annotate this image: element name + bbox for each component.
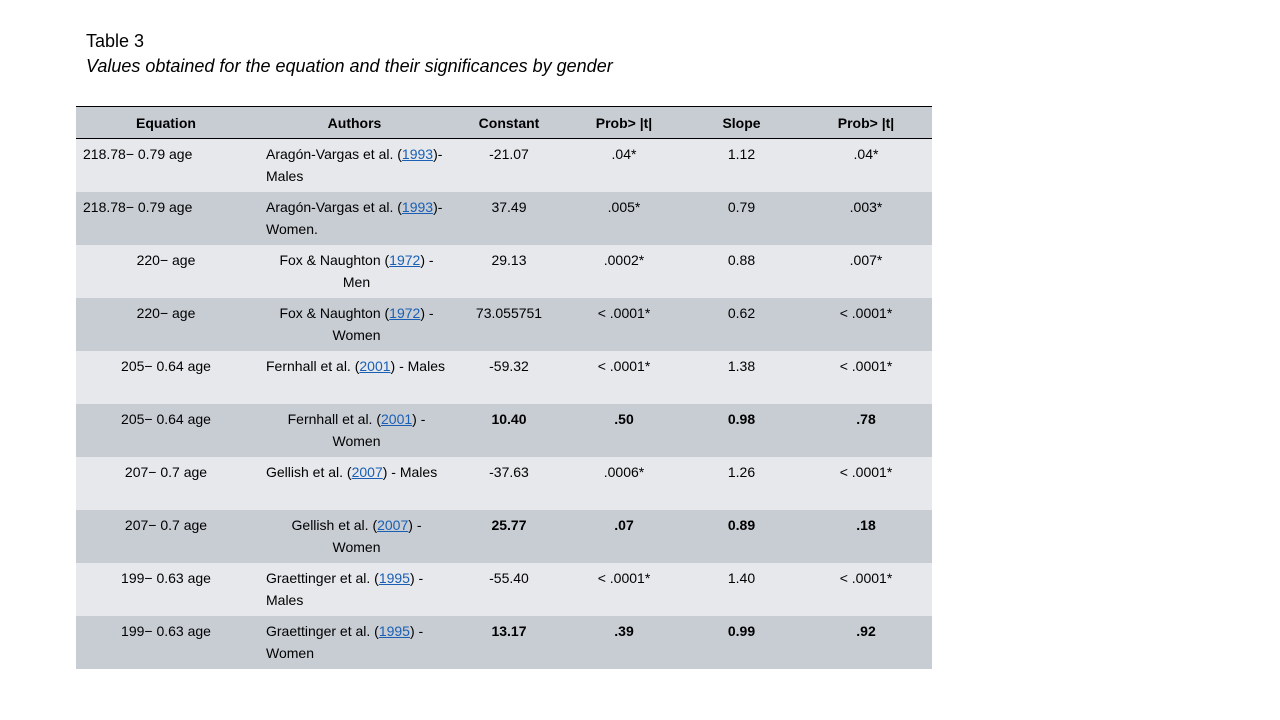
- column-header-authors: Authors: [256, 107, 453, 139]
- cell-constant: -55.40: [453, 563, 565, 616]
- reference-year-link[interactable]: 1993: [401, 198, 434, 215]
- column-header-constant: Constant: [453, 107, 565, 139]
- table-row: [76, 351, 932, 404]
- table-row: [76, 404, 932, 457]
- cell-equation: 218.78− 0.79 age: [76, 139, 256, 192]
- column-header-prob-slope: Prob> |t|: [800, 107, 932, 139]
- author-suffix: ) -Men: [342, 251, 434, 290]
- cell-authors: [256, 351, 453, 404]
- cell-prob-constant: .005*: [565, 192, 683, 245]
- table-header-row: [76, 107, 932, 139]
- table-title: Values obtained for the equation and their significances by gender: [86, 56, 613, 76]
- author-text: Aragón-Vargas et al. (: [266, 146, 402, 162]
- cell-prob-slope: .18: [800, 510, 932, 563]
- table-row: [76, 457, 932, 510]
- cell-prob-constant: < .0001*: [565, 351, 683, 404]
- reference-year-link[interactable]: 2007: [377, 516, 409, 533]
- table-row: [76, 139, 932, 192]
- author-suffix: ) - Women: [332, 410, 426, 449]
- author-text: Fox & Naughton (: [279, 304, 390, 321]
- author-text: Fernhall et al. (: [266, 357, 360, 374]
- reference-year-link[interactable]: 1972: [389, 304, 421, 321]
- cell-constant: 13.17: [453, 616, 565, 669]
- author-text: Fernhall et al. (: [287, 410, 381, 427]
- cell-slope: 0.62: [683, 298, 800, 351]
- cell-prob-constant: < .0001*: [565, 298, 683, 351]
- cell-constant: 29.13: [453, 245, 565, 298]
- cell-prob-constant: .50: [565, 404, 683, 457]
- cell-authors: [256, 563, 453, 616]
- author-suffix: ) -Women: [332, 304, 434, 343]
- cell-authors: [256, 139, 453, 192]
- cell-prob-slope: .92: [800, 616, 932, 669]
- author-suffix: ) - Males: [266, 569, 424, 608]
- table-body: [76, 139, 932, 669]
- cell-prob-constant: .39: [565, 616, 683, 669]
- cell-slope: 1.12: [683, 139, 800, 192]
- cell-slope: 0.99: [683, 616, 800, 669]
- cell-prob-constant: .0002*: [565, 245, 683, 298]
- author-suffix: ) - Women: [266, 622, 424, 661]
- cell-prob-slope: < .0001*: [800, 457, 932, 510]
- cell-slope: 1.40: [683, 563, 800, 616]
- author-text: Graettinger et al. (: [266, 622, 379, 639]
- author-suffix: ) - Males: [390, 357, 445, 374]
- cell-prob-constant: .04*: [565, 139, 683, 192]
- cell-equation: 205− 0.64 age: [76, 404, 256, 457]
- reference-year-link[interactable]: 2001: [381, 410, 413, 427]
- cell-slope: 0.89: [683, 510, 800, 563]
- cell-equation: 207− 0.7 age: [76, 457, 256, 510]
- cell-constant: 37.49: [453, 192, 565, 245]
- reference-year-link[interactable]: 1972: [389, 251, 421, 268]
- cell-equation: 220− age: [76, 298, 256, 351]
- author-text: Gellish et al. (: [266, 463, 352, 480]
- cell-equation: 218.78− 0.79 age: [76, 192, 256, 245]
- cell-prob-slope: < .0001*: [800, 563, 932, 616]
- cell-slope: 1.26: [683, 457, 800, 510]
- cell-equation: 220− age: [76, 245, 256, 298]
- cell-authors: [256, 616, 453, 669]
- cell-prob-constant: < .0001*: [565, 563, 683, 616]
- cell-authors: [256, 192, 453, 245]
- cell-authors: [256, 298, 453, 351]
- author-text: Graettinger et al. (: [266, 569, 379, 586]
- cell-prob-slope: .007*: [800, 245, 932, 298]
- cell-slope: 1.38: [683, 351, 800, 404]
- cell-constant: -21.07: [453, 139, 565, 192]
- table-row: [76, 510, 932, 563]
- author-text: Fox & Naughton (: [279, 251, 390, 268]
- table-caption: [86, 30, 613, 80]
- reference-year-link[interactable]: 2007: [351, 463, 383, 480]
- reference-year-link[interactable]: 2001: [359, 357, 391, 374]
- author-suffix: )-Males: [266, 146, 443, 184]
- author-suffix: ) - Males: [382, 463, 438, 480]
- column-header-prob-constant: Prob> |t|: [565, 107, 683, 139]
- reference-year-link[interactable]: 1995: [378, 569, 410, 586]
- cell-authors: [256, 404, 453, 457]
- results-table: [76, 106, 932, 669]
- table-row: [76, 563, 932, 616]
- cell-constant: -59.32: [453, 351, 565, 404]
- cell-constant: 25.77: [453, 510, 565, 563]
- reference-year-link[interactable]: 1995: [378, 622, 410, 639]
- author-text: Gellish et al. (: [291, 516, 378, 533]
- reference-year-link[interactable]: 1993: [401, 146, 434, 162]
- cell-prob-constant: .0006*: [565, 457, 683, 510]
- table-row: [76, 616, 932, 669]
- cell-prob-constant: .07: [565, 510, 683, 563]
- cell-prob-slope: .003*: [800, 192, 932, 245]
- table-row: [76, 298, 932, 351]
- cell-slope: 0.79: [683, 192, 800, 245]
- author-suffix: )-Women.: [266, 198, 443, 237]
- cell-prob-slope: .78: [800, 404, 932, 457]
- cell-authors: [256, 245, 453, 298]
- table-label: Table 3: [86, 31, 145, 51]
- cell-authors: [256, 457, 453, 510]
- cell-slope: 0.98: [683, 404, 800, 457]
- table-row: [76, 192, 932, 245]
- cell-equation: 199− 0.63 age: [76, 563, 256, 616]
- cell-equation: 199− 0.63 age: [76, 616, 256, 669]
- cell-prob-slope: .04*: [800, 139, 932, 192]
- author-text: Aragón-Vargas et al. (: [266, 198, 402, 215]
- cell-constant: 73.055751: [453, 298, 565, 351]
- author-suffix: ) - Women: [332, 516, 422, 555]
- cell-slope: 0.88: [683, 245, 800, 298]
- cell-equation: 207− 0.7 age: [76, 510, 256, 563]
- cell-authors: [256, 510, 453, 563]
- cell-constant: -37.63: [453, 457, 565, 510]
- cell-prob-slope: < .0001*: [800, 298, 932, 351]
- column-header-equation: Equation: [76, 107, 256, 139]
- cell-equation: 205− 0.64 age: [76, 351, 256, 404]
- cell-prob-slope: < .0001*: [800, 351, 932, 404]
- cell-constant: 10.40: [453, 404, 565, 457]
- table-row: [76, 245, 932, 298]
- column-header-slope: Slope: [683, 107, 800, 139]
